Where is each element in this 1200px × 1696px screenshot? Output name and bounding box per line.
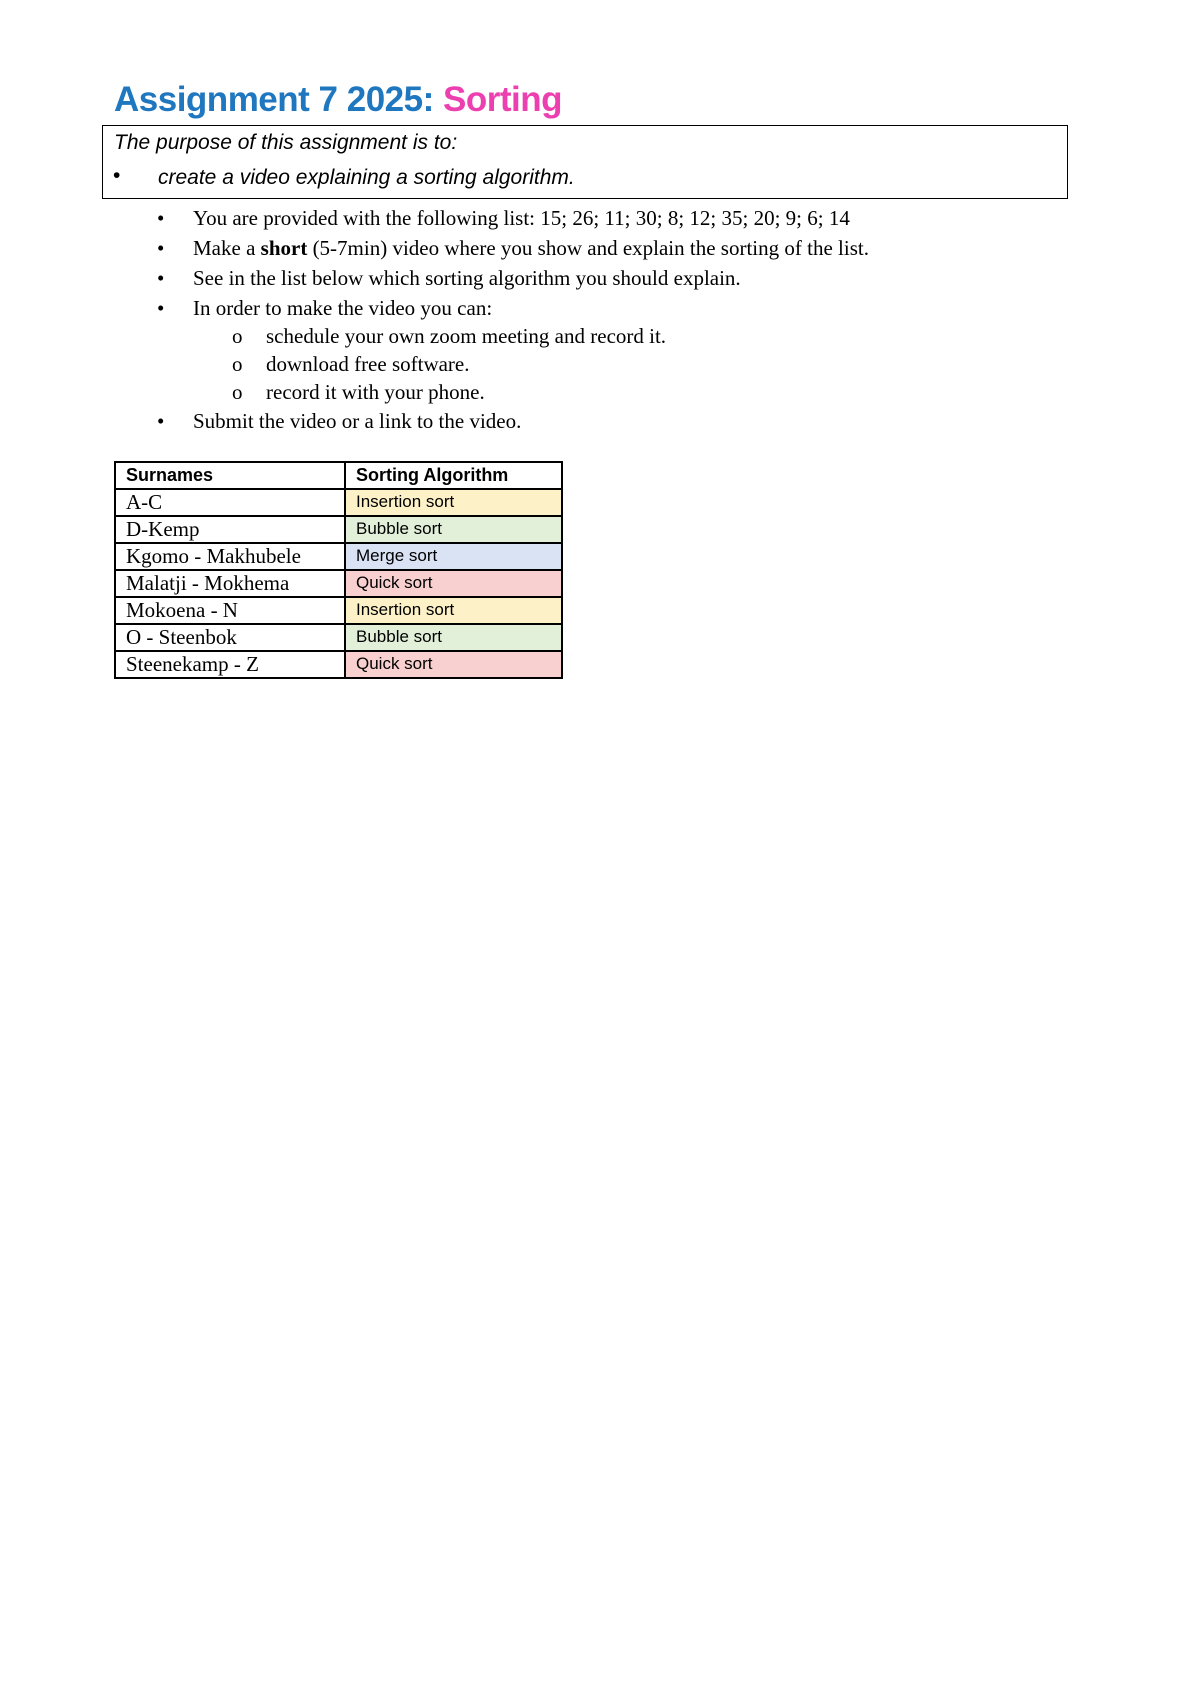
surname-cell: Mokoena - N bbox=[115, 597, 345, 624]
table-row bbox=[115, 570, 562, 597]
instruction-item bbox=[157, 205, 850, 231]
instruction-item bbox=[157, 235, 869, 261]
sub-bullet: o bbox=[232, 380, 243, 404]
header-surnames: Surnames bbox=[115, 462, 345, 489]
algorithm-cell: Insertion sort bbox=[345, 597, 562, 624]
bullet: • bbox=[157, 236, 165, 260]
instruction-item bbox=[157, 408, 522, 434]
bullet: • bbox=[157, 296, 165, 320]
instruction-item bbox=[157, 265, 741, 291]
algorithm-table bbox=[114, 461, 563, 679]
sub-item bbox=[232, 323, 667, 349]
sub-bullet: o bbox=[232, 324, 243, 348]
table-row bbox=[115, 597, 562, 624]
bullet: • bbox=[157, 409, 165, 433]
bullet: • bbox=[157, 266, 165, 290]
table-row bbox=[115, 624, 562, 651]
surname-cell: Kgomo - Makhubele bbox=[115, 543, 345, 570]
surname-cell: D-Kemp bbox=[115, 516, 345, 543]
bullet: • bbox=[157, 206, 165, 230]
title-main: Assignment 7 2025: bbox=[114, 80, 434, 119]
instruction-text-bold: short bbox=[260, 236, 308, 260]
algorithm-cell: Quick sort bbox=[345, 651, 562, 678]
table-header-row bbox=[115, 462, 562, 489]
table-row bbox=[115, 543, 562, 570]
instruction-text-post: (5-7min) video where you show and explain the sorting of the list. bbox=[307, 236, 869, 260]
algorithm-cell: Bubble sort bbox=[345, 624, 562, 651]
instruction-text: See in the list below which sorting algorithm you should explain. bbox=[193, 266, 741, 290]
purpose-intro: The purpose of this assignment is to: bbox=[114, 131, 458, 154]
sub-item-text: download free software. bbox=[266, 352, 470, 376]
algorithm-cell: Insertion sort bbox=[345, 489, 562, 516]
instruction-text: In order to make the video you can: bbox=[193, 296, 493, 320]
surname-cell: O - Steenbok bbox=[115, 624, 345, 651]
surname-cell: A-C bbox=[115, 489, 345, 516]
table-row bbox=[115, 516, 562, 543]
sub-item bbox=[232, 379, 485, 405]
instruction-item bbox=[157, 295, 493, 321]
purpose-bullet: • bbox=[113, 164, 121, 187]
table-row bbox=[115, 651, 562, 678]
instruction-text: You are provided with the following list: 15; 26; 11; 30; 8; 12; 35; 20; 9; 6; 14 bbox=[193, 206, 850, 230]
table-row bbox=[115, 489, 562, 516]
algorithm-cell: Merge sort bbox=[345, 543, 562, 570]
sub-item-text: schedule your own zoom meeting and record it. bbox=[266, 324, 667, 348]
purpose-box bbox=[102, 125, 1068, 199]
algorithm-cell: Bubble sort bbox=[345, 516, 562, 543]
sub-item-text: record it with your phone. bbox=[266, 380, 485, 404]
sub-item bbox=[232, 351, 470, 377]
instruction-text: Submit the video or a link to the video. bbox=[193, 409, 522, 433]
title-accent: Sorting bbox=[442, 80, 562, 119]
algorithm-cell: Quick sort bbox=[345, 570, 562, 597]
sub-bullet: o bbox=[232, 352, 243, 376]
header-algorithm: Sorting Algorithm bbox=[345, 462, 562, 489]
instruction-text-pre: Make a bbox=[193, 236, 261, 260]
surname-cell: Malatji - Mokhema bbox=[115, 570, 345, 597]
purpose-goal: create a video explaining a sorting algorithm. bbox=[158, 166, 575, 189]
page-title bbox=[114, 72, 562, 128]
surname-cell: Steenekamp - Z bbox=[115, 651, 345, 678]
